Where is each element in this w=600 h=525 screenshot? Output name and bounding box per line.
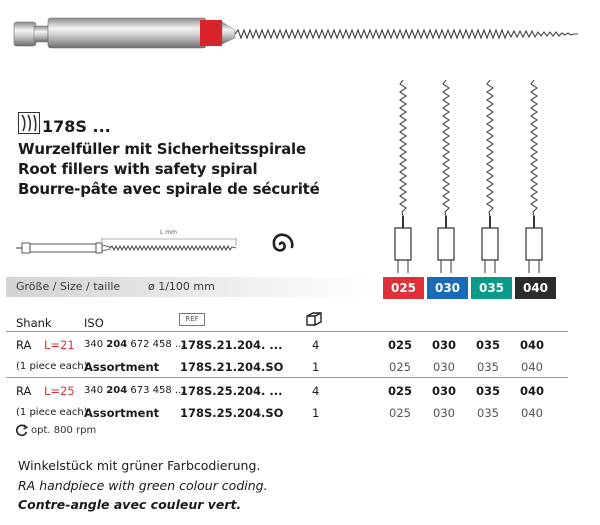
- row2-assortment: Assortment: [84, 360, 160, 374]
- header-ref: REF: [179, 313, 205, 326]
- note-english: RA handpiece with green colour coding.: [18, 478, 268, 493]
- row1-length: L=21: [44, 338, 75, 352]
- row4-ref: 178S.25.204.SO: [180, 406, 284, 420]
- row1-size-030: 030: [431, 338, 456, 352]
- header-shank: Shank: [16, 316, 52, 330]
- row3-shank: RA: [16, 384, 32, 398]
- row3-size-025: 025: [387, 384, 412, 398]
- product-photo: [0, 0, 600, 70]
- row3-qty: 4: [312, 384, 320, 398]
- title-french: Bourre-pâte avec spirale de sécurité: [18, 180, 320, 198]
- size-chip-030: 030: [427, 277, 468, 299]
- row1-shank: RA: [16, 338, 32, 352]
- row1-size-040: 040: [519, 338, 544, 352]
- package-quantity-icon: [305, 311, 323, 326]
- row4-assortment: Assortment: [84, 406, 160, 420]
- row2-qty: 1: [312, 360, 320, 374]
- title-english: Root fillers with safety spiral: [18, 160, 258, 178]
- row3-size-030: 030: [431, 384, 456, 398]
- size-iso-unit: ø 1/100 mm: [148, 280, 215, 293]
- row3-length: L=25: [44, 384, 75, 398]
- row1-iso: 340 204 672 458 ...: [84, 339, 185, 350]
- row3-ref: 178S.25.204. ...: [180, 384, 283, 398]
- row-divider: [6, 377, 568, 378]
- spiral-symbol-icon: [266, 230, 294, 258]
- note-french: Contre-angle avec couleur vert.: [18, 497, 242, 512]
- header-divider: [6, 331, 568, 332]
- dimension-drawing: [14, 226, 244, 262]
- row1-size-035: 035: [475, 338, 500, 352]
- row1-size-025: 025: [387, 338, 412, 352]
- row2-size-035: 035: [477, 360, 499, 374]
- length-dimension-label: L mm: [160, 229, 177, 236]
- row2-ref: 178S.21.204.SO: [180, 360, 284, 374]
- row2-size-030: 030: [433, 360, 455, 374]
- row4-size-030: 030: [433, 406, 455, 420]
- row1-ref: 178S.21.204. ...: [180, 338, 283, 352]
- size-label: Größe / Size / taille: [16, 280, 121, 293]
- row1-qty: 4: [312, 338, 320, 352]
- header-iso: ISO: [84, 316, 104, 330]
- product-code: 178S ...: [42, 117, 111, 136]
- row2-shank: (1 piece each): [16, 361, 88, 372]
- title-german: Wurzelfüller mit Sicherheitsspirale: [18, 140, 306, 158]
- row3-size-035: 035: [475, 384, 500, 398]
- row2-size-040: 040: [521, 360, 543, 374]
- rpm-text: opt. 800 rpm: [31, 425, 97, 436]
- row4-shank: (1 piece each): [16, 407, 88, 418]
- row4-qty: 1: [312, 406, 320, 420]
- row4-size-035: 035: [477, 406, 499, 420]
- row3-size-040: 040: [519, 384, 544, 398]
- note-german: Winkelstück mit grüner Farbcodierung.: [18, 458, 261, 473]
- row4-size-025: 025: [389, 406, 411, 420]
- row4-size-040: 040: [521, 406, 543, 420]
- size-chip-025: 025: [383, 277, 424, 299]
- row3-iso: 340 204 673 458 ...: [84, 385, 185, 396]
- instrument-drawings: [380, 78, 570, 273]
- rotation-icon: [15, 424, 28, 437]
- brand-logo-icon: [18, 112, 40, 134]
- size-chip-035: 035: [471, 277, 512, 299]
- size-chip-040: 040: [515, 277, 556, 299]
- row2-size-025: 025: [389, 360, 411, 374]
